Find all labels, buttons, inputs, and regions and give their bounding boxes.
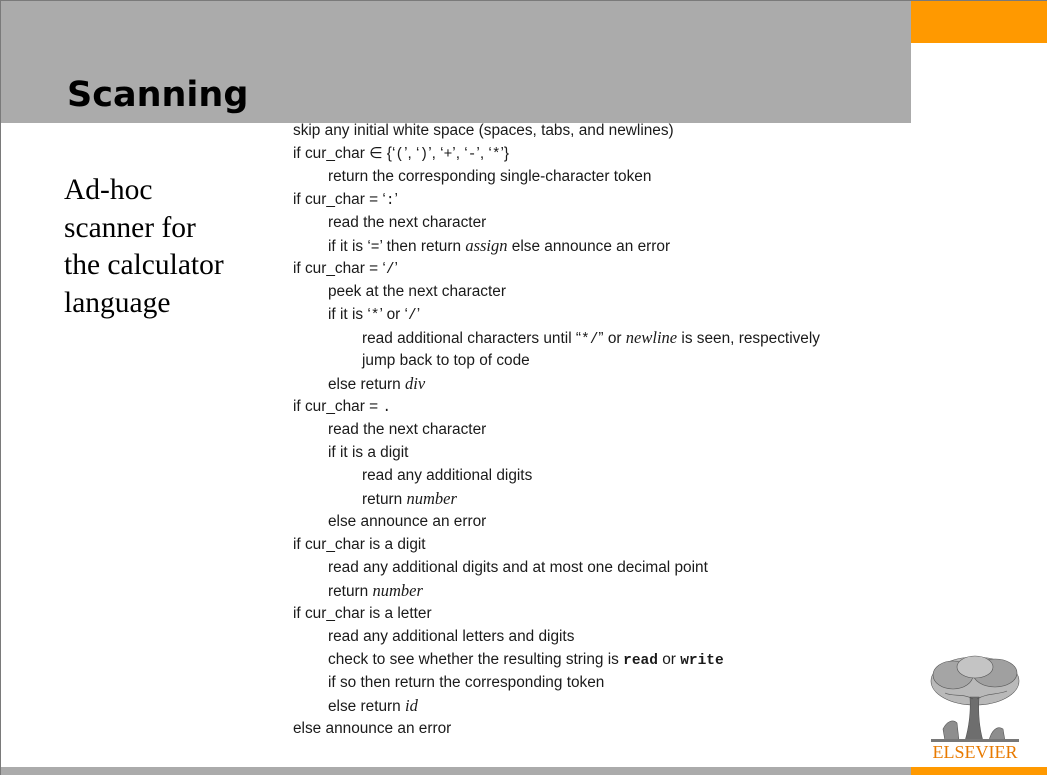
code-text: jump back to top of code [362, 352, 530, 369]
code-token: + [443, 147, 453, 163]
code-text: peek at the next character [328, 283, 506, 300]
code-text: else announce an error [293, 720, 452, 737]
code-text: read any additional letters and digits [328, 628, 575, 645]
accent-stripe-bottom [911, 767, 1047, 775]
code-text: else return [328, 698, 405, 715]
code-text: read the next character [328, 421, 487, 438]
code-line [293, 280, 903, 303]
code-line [293, 257, 903, 280]
code-token: : [385, 193, 395, 209]
code-line [293, 533, 903, 556]
accent-stripe-top [911, 1, 1047, 43]
code-token: number [406, 489, 457, 508]
code-token: * [491, 147, 501, 163]
code-line [293, 119, 903, 142]
code-text: ’, ‘ [476, 145, 492, 162]
code-token: / [407, 308, 417, 324]
code-token: ( [395, 147, 405, 163]
code-text: else announce an error [507, 238, 671, 255]
caption-line: the calculator [64, 249, 224, 282]
code-text: if cur_char = [293, 398, 383, 415]
code-line [293, 395, 903, 418]
code-text: else return [328, 376, 405, 393]
code-text: if it is a digit [328, 444, 409, 461]
code-text: ’ [416, 306, 421, 323]
code-text: read any additional digits [362, 467, 533, 484]
code-text: ’ [394, 260, 398, 277]
code-text: ’ or ‘ [379, 306, 408, 323]
code-text: is seen, respectively [677, 330, 820, 347]
code-line [293, 625, 903, 648]
code-text: if so then return the corresponding token [328, 674, 605, 691]
code-text: if cur_char ∈ {‘ [293, 145, 396, 162]
caption-line: Ad-hoc [64, 174, 153, 206]
code-text: if cur_char = ‘ [293, 191, 386, 208]
bottom-bar [1, 767, 911, 775]
code-line [293, 602, 903, 625]
code-text: if cur_char is a letter [293, 605, 432, 622]
code-line [293, 648, 903, 671]
code-text: else announce an error [328, 513, 487, 530]
code-text: or [657, 651, 681, 668]
code-text: read additional characters until “ [362, 330, 582, 347]
code-text: return [362, 491, 407, 508]
code-text: check to see whether the resulting string is [328, 651, 624, 668]
code-text: skip any initial white space (spaces, tabs, and newlines) [293, 122, 674, 139]
code-text: return the corresponding single-character token [328, 168, 652, 185]
code-text: ” or [598, 330, 626, 347]
code-line [293, 165, 903, 188]
code-line [293, 372, 903, 395]
code-line [293, 487, 903, 510]
caption-line: scanner for [64, 211, 196, 244]
code-text: return [328, 583, 373, 600]
code-line [293, 510, 903, 533]
code-text: read the next character [328, 214, 487, 231]
code-token: */ [581, 332, 599, 348]
code-line [293, 464, 903, 487]
code-token: read [623, 653, 658, 669]
code-text: ’, ‘ [452, 145, 468, 162]
code-line [293, 694, 903, 717]
code-token: . [382, 400, 392, 416]
code-token: ) [419, 147, 429, 163]
code-text: ’ [394, 191, 398, 208]
code-text: ’, ‘ [404, 145, 420, 162]
code-token: = [370, 240, 380, 256]
code-line [293, 671, 903, 694]
code-token: number [372, 581, 423, 600]
code-line [293, 303, 903, 326]
publisher-name: ELSEVIER [932, 742, 1018, 762]
code-token: div [405, 374, 426, 393]
code-text: if cur_char = ‘ [293, 260, 386, 277]
code-token: / [385, 262, 395, 278]
code-line [293, 418, 903, 441]
code-line [293, 188, 903, 211]
code-token: write [680, 653, 724, 669]
code-line [293, 234, 903, 257]
pseudocode-block [293, 119, 903, 740]
side-caption [64, 172, 274, 323]
code-line [293, 142, 903, 165]
code-text: ’, ‘ [428, 145, 444, 162]
caption-line: language [64, 287, 171, 320]
code-token: newline [625, 328, 678, 347]
code-text: if it is ‘ [328, 306, 371, 323]
code-token: id [405, 696, 418, 715]
code-token: * [370, 308, 380, 324]
code-text: ’ then return [379, 238, 466, 255]
code-token: - [467, 147, 477, 163]
slide-title: Scanning [67, 75, 249, 115]
code-line [293, 579, 903, 602]
code-line [293, 211, 903, 234]
code-text: read any additional digits and at most one decimal point [328, 559, 708, 576]
code-line [293, 556, 903, 579]
code-line [293, 441, 903, 464]
code-line [293, 326, 903, 349]
code-line [293, 349, 903, 372]
code-token: assign [465, 236, 508, 255]
code-text: ’} [500, 145, 510, 162]
code-text: if it is ‘ [328, 238, 371, 255]
code-line [293, 717, 903, 740]
code-text: if cur_char is a digit [293, 536, 426, 553]
